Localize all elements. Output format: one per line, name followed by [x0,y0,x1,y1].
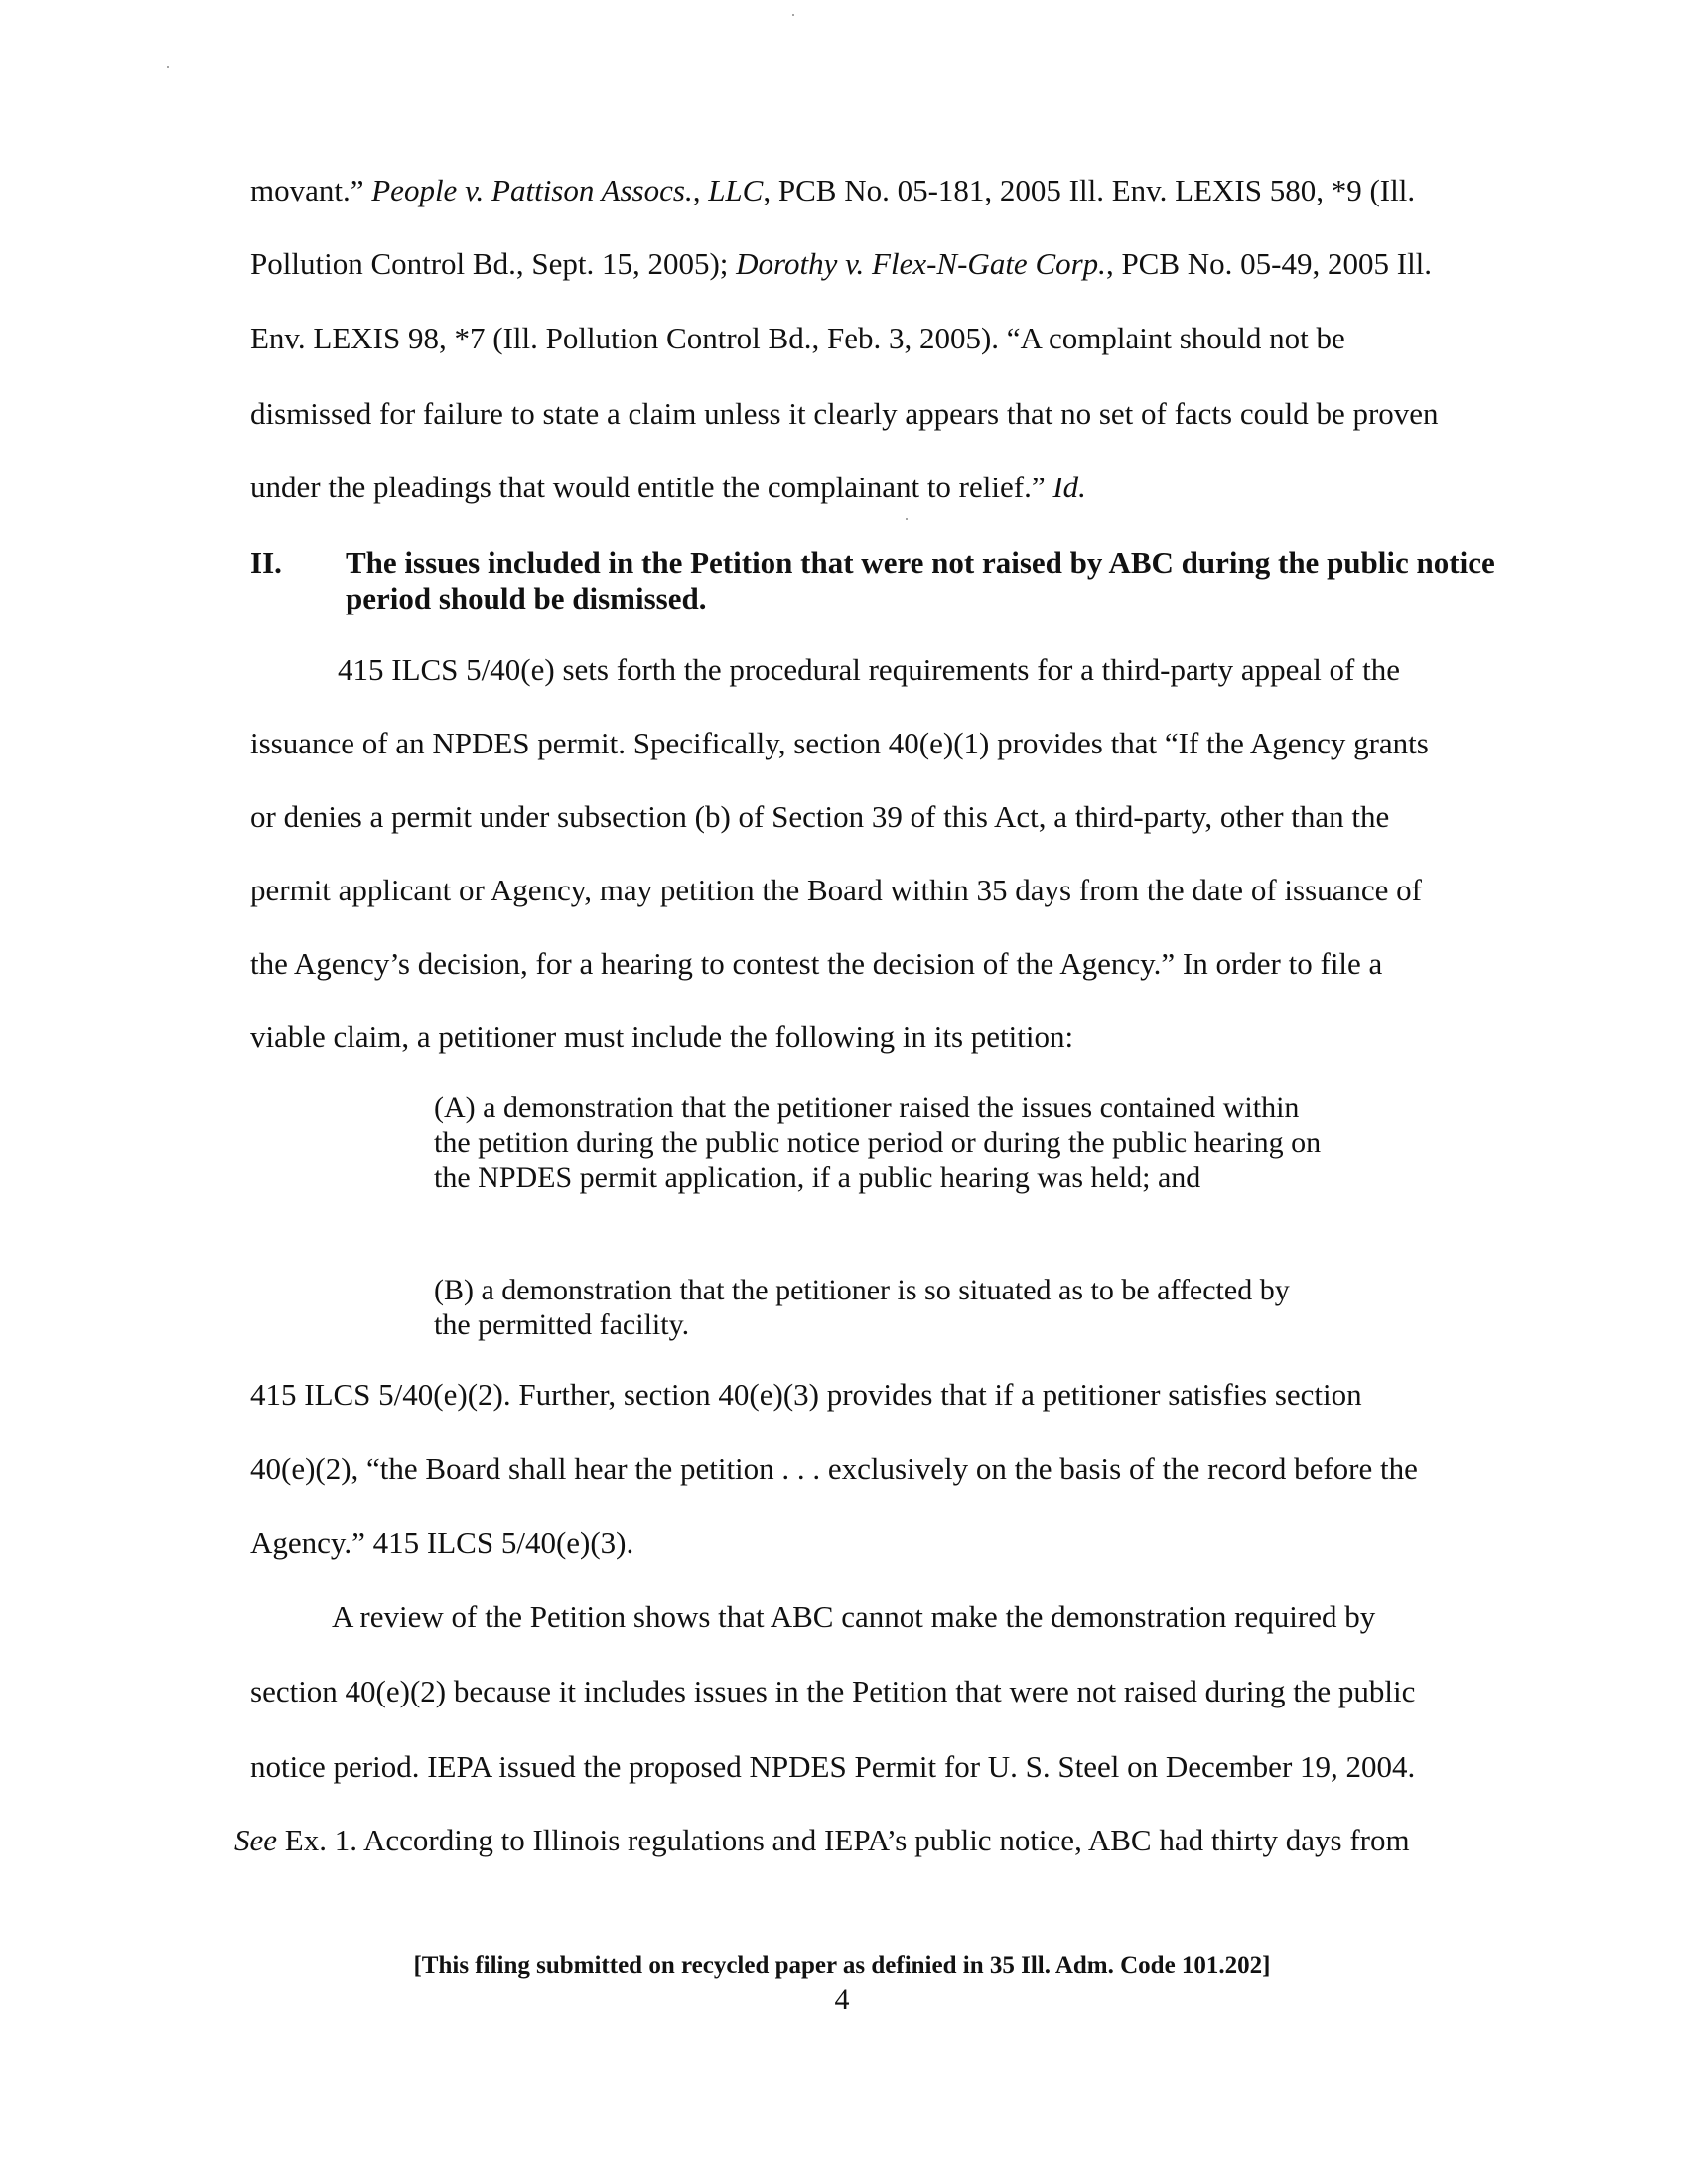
block-quote-item-a: (A) a demonstration that the petitioner raised the issues contained within the petition during the public notice period or during the public hearing on the NPDES permit application, if a public hearing was held; and [434,1091,1322,1194]
section-title: The issues included in the Petition that were not raised by ABC during the public notice period should be dismissed. [346,545,1495,615]
page-number: 4 [834,1983,850,2016]
recycled-paper-footer: [This filing submitted on recycled paper as definied in 35 Ill. Adm. Code 101.202] [413,1952,1271,1979]
paragraph-4-line-1: A review of the Petition shows that ABC cannot make the demonstration required by [332,1599,1376,1634]
paragraph-2-line-5: the Agency’s decision, for a hearing to contest the decision of the Agency.” In order to file a [250,946,1383,981]
id-citation: Id. [1052,470,1086,504]
paragraph-4-line-4: See Ex. 1. According to Illinois regulations and IEPA’s public notice, ABC had thirty days from [234,1823,1410,1857]
scan-speck [906,518,908,520]
paragraph-2-line-4: permit applicant or Agency, may petition the Board within 35 days from the date of issuance of [250,873,1422,907]
see-signal: See [234,1823,278,1857]
scan-speck [167,66,169,68]
paragraph-1-line-5: under the pleadings that would entitle the complainant to relief.” Id. [250,470,1086,504]
case-citation-pattison: People v. Pattison Assocs., LLC [371,173,764,207]
section-heading [250,545,1541,624]
paragraph-3-line-3: Agency.” 415 ILCS 5/40(e)(3). [250,1525,634,1560]
paragraph-4-line-2: section 40(e)(2) because it includes issues in the Petition that were not raised during the public [250,1674,1416,1708]
paragraph-2-line-1: 415 ILCS 5/40(e) sets forth the procedural requirements for a third-party appeal of the [338,652,1400,687]
paragraph-2-line-6: viable claim, a petitioner must include the following in its petition: [250,1020,1074,1054]
paragraph-1-line-4: dismissed for failure to state a claim unless it clearly appears that no set of facts could be proven [250,396,1439,431]
scan-speck [792,14,794,16]
paragraph-4-line-3: notice period. IEPA issued the proposed NPDES Permit for U. S. Steel on December 19, 2004. [250,1749,1416,1784]
paragraph-1-line-3: Env. LEXIS 98, *7 (Ill. Pollution Control Bd., Feb. 3, 2005). “A complaint should not be [250,321,1345,355]
case-citation-dorothy: Dorothy v. Flex-N-Gate Corp. [736,246,1106,281]
paragraph-1-line-2: Pollution Control Bd., Sept. 15, 2005); Dorothy v. Flex-N-Gate Corp., PCB No. 05-49, 2005 Ill. [250,246,1433,281]
paragraph-3-line-1: 415 ILCS 5/40(e)(2). Further, section 40(e)(3) provides that if a petitioner satisfies section [250,1377,1362,1412]
paragraph-2-line-3: or denies a permit under subsection (b) of Section 39 of this Act, a third-party, other than the [250,799,1390,834]
paragraph-1-line-1: movant.” People v. Pattison Assocs., LLC, PCB No. 05-181, 2005 Ill. Env. LEXIS 580, *9 (Ill. [250,173,1416,207]
paragraph-2-line-2: issuance of an NPDES permit. Specifically, section 40(e)(1) provides that “If the Agency grants [250,726,1429,760]
paragraph-3-line-2: 40(e)(2), “the Board shall hear the petition . . . exclusively on the basis of the record before the [250,1451,1418,1486]
section-number: II. [250,545,282,580]
block-quote-item-b: (B) a demonstration that the petitioner is so situated as to be affected by the permitted facility. [434,1274,1290,1342]
